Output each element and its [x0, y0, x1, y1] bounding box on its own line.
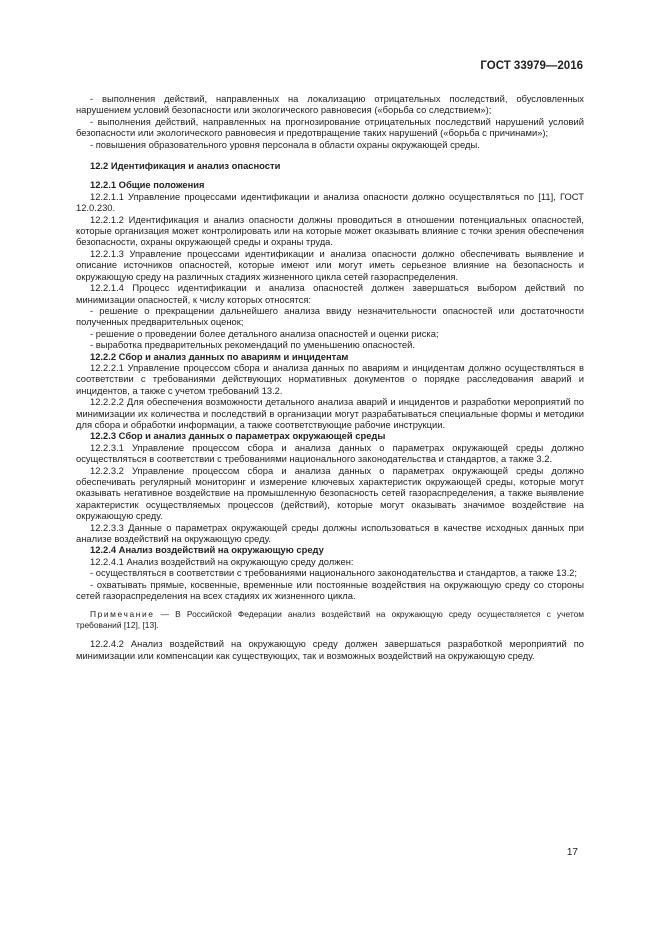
- paragraph: 12.2.1.4 Процесс идентификации и анализа опасностей должен завершаться выбором действий по минимизации опасностей, к числу которых относятся:: [76, 282, 584, 305]
- list-item: - решение о проведении более детального анализа опасностей и оценки риска;: [90, 327, 439, 339]
- paragraph: 12.2.4.2 Анализ воздействий на окружающую среду должен завершаться разработкой мероприятий по минимизации или компенсации как существующих, так и возможных воздействий на окружающую среду.: [76, 638, 584, 661]
- list-item: - охватывать прямые, косвенные, временные или постоянные воздействия на окружающую среду со стороны сетей газораспределения на всех стадиях их жизненного цикла.: [76, 578, 584, 602]
- list-item: - выработка предварительных рекомендаций по уменьшению опасностей.: [90, 339, 415, 351]
- paragraph: 12.2.1.2 Идентификация и анализ опасности должны проводиться в отношении потенциальных опасностей, которые организация может контролировать или на которые может оказывать влияние с точки зрения обеспечения безопасности, охраны окружающей среды и охраны труда.: [76, 213, 584, 248]
- list-item: - решение о прекращении дальнейшего анализа ввиду незначительности опасностей или достаточности полученных предварительных оценок;: [76, 304, 584, 328]
- paragraph: - выполнения действий, направленных на локализацию отрицательных последствий, обусловленных нарушением условий безопасности или экологического равновесия («борьба со следствием»);: [76, 93, 584, 116]
- subsection-heading-12-2-3: 12.2.3 Сбор и анализ данных о параметрах окружающей среды: [90, 430, 386, 442]
- list-item: - осуществляться в соответствии с требованиями национального законодательства и стандартов, а также 13.2;: [90, 567, 577, 579]
- paragraph: 12.2.1.3 Управление процессами идентификации и анализа опасности должно обеспечивать выявление и описание источников опасностей, которые имеют или могут иметь серьезное влияние на безопасность и окружающую среду на различных стадиях жизненного цикла сетей газораспределения.: [76, 247, 584, 282]
- subsection-heading-12-2-2: 12.2.2 Сбор и анализ данных по авариям и инцидентам: [90, 350, 349, 362]
- note-text: — В Российской Федерации анализ воздействий на окружающую среду осуществляется с учетом требований [12], [13].: [76, 609, 584, 630]
- page-number: 17: [566, 847, 578, 858]
- note: [76, 609, 584, 630]
- paragraph: - выполнения действий, направленных на прогнозирование отрицательных последствий нарушений условий безопасности или экологического равновесия и предотвращение таких нарушений («борьба с причинами»);: [76, 115, 584, 139]
- section-heading-12-2: 12.2 Идентификация и анализ опасности: [90, 160, 281, 172]
- paragraph: - повышения образовательного уровня персонала в области охраны окружающей среды.: [90, 138, 480, 150]
- document-id: ГОСТ 33979—2016: [480, 60, 583, 72]
- paragraph: 12.2.4.1 Анализ воздействий на окружающую среду должен:: [90, 555, 354, 567]
- paragraph: 12.2.2.2 Для обеспечения возможности детального анализа аварий и инцидентов и разработки мероприятий по минимизации их количества и последствий в организации могут разрабатываться специальные формы и методики для сбора и обработки информации, а также соответствующие рабочие инструкции.: [76, 396, 584, 430]
- page-content: [76, 93, 584, 661]
- subsection-heading-12-2-1: 12.2.1 Общие положения: [90, 179, 205, 191]
- note-label: Примечание: [90, 609, 155, 620]
- paragraph: 12.2.3.2 Управление процессом сбора и анализа данных о параметрах окружающей среды должно обеспечивать регулярный мониторинг и измерение ключевых характеристик окружающей среды, которые могут оказывать негативное воздействие на промышленную безопасность сетей газораспределения, а также выявление характеристик осуществляемых процессов (действий), которые могут оказывать значимое воздействие на окружающую среду.: [76, 464, 584, 522]
- paragraph: 12.2.1.1 Управление процессами идентификации и анализа опасности должно осуществляться по [11], ГОСТ 12.0.230.: [76, 190, 584, 214]
- paragraph: 12.2.3.3 Данные о параметрах окружающей среды должны использоваться в качестве исходных данных при анализе воздействий на окружающую среду.: [76, 521, 584, 545]
- paragraph: 12.2.2.1 Управление процессом сбора и анализа данных по авариям и инцидентам должно осуществляться в соответствии с требованиями действующих нормативных документов о порядке расследования аварий и инцидентов, а также с учетом требований 13.2.: [76, 361, 584, 396]
- subsection-heading-12-2-4: 12.2.4 Анализ воздействий на окружающую среду: [90, 544, 324, 556]
- paragraph: 12.2.3.1 Управление процессом сбора и анализа данных о параметрах окружающей среды должно осуществляться в соответствии с требованиями национального законодательства и стандартов, а также 3.2.: [76, 441, 584, 465]
